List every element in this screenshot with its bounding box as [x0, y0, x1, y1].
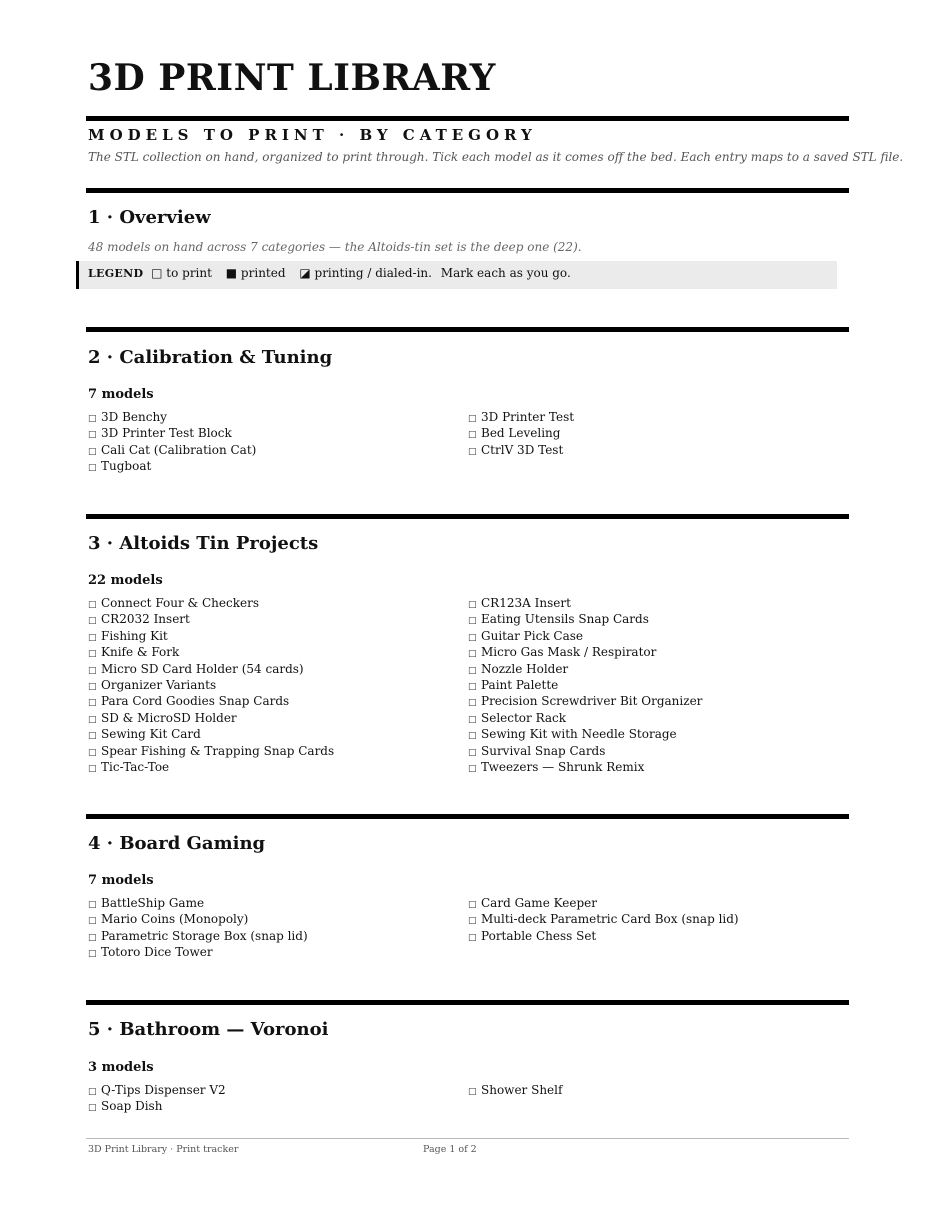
model-list-bathroom-right — [468, 1082, 838, 1098]
section-rule-board-gaming — [86, 814, 849, 819]
checkbox-icon[interactable]: □ — [468, 1087, 477, 1097]
checkbox-icon[interactable]: □ — [468, 714, 477, 725]
model-name: Tic-Tac-Toe — [101, 759, 170, 774]
model-item — [468, 425, 838, 441]
model-item — [88, 1082, 458, 1098]
checkbox-icon[interactable]: □ — [88, 932, 97, 943]
model-name: Q-Tips Dispenser V2 — [101, 1083, 226, 1097]
model-name: Tugboat — [101, 459, 152, 474]
section-heading-calibration: 2 · Calibration & Tuning — [88, 347, 333, 368]
model-name: Multi-deck Parametric Card Box (snap lid) — [481, 912, 739, 927]
model-list-altoids-left — [88, 595, 458, 775]
model-item — [468, 693, 838, 709]
model-name: 3D Benchy — [101, 410, 167, 424]
checkbox-icon[interactable]: □ — [88, 632, 97, 643]
checkbox-icon[interactable]: □ — [468, 600, 477, 610]
checkbox-icon[interactable]: □ — [468, 698, 477, 709]
model-name: Guitar Pick Case — [481, 628, 583, 643]
checkbox-icon[interactable]: □ — [88, 665, 97, 676]
model-name: Selector Rack — [481, 710, 567, 725]
model-name: Shower Shelf — [481, 1083, 563, 1097]
model-name: Para Cord Goodies Snap Cards — [101, 694, 290, 709]
model-name: Mario Coins (Monopoly) — [101, 912, 249, 927]
model-name: Cali Cat (Calibration Cat) — [101, 442, 257, 457]
model-item — [468, 743, 838, 759]
model-list-board-gaming-right — [468, 895, 838, 944]
model-name: Sewing Kit Card — [101, 727, 201, 742]
checkbox-icon[interactable]: □ — [468, 430, 477, 441]
checkbox-icon[interactable]: □ — [468, 414, 477, 424]
section-rule-overview — [86, 188, 849, 193]
model-item — [88, 1098, 458, 1114]
checkbox-icon[interactable]: □ — [88, 747, 97, 758]
model-name: Nozzle Holder — [481, 661, 569, 676]
checkbox-icon[interactable]: □ — [468, 446, 477, 457]
checkbox-icon[interactable]: □ — [468, 681, 477, 692]
model-list-calibration-left — [88, 409, 458, 475]
legend-printing: ◪ printing / dialed-in. — [299, 266, 432, 280]
checkbox-icon[interactable]: □ — [88, 763, 97, 774]
legend-label: LEGEND — [88, 267, 144, 280]
model-item — [88, 425, 458, 441]
document-intro: The STL collection on hand, organized to print through. Tick each model as it comes off the bed. Each entry maps to a saved STL file. — [88, 150, 904, 164]
section-rule-calibration — [86, 327, 849, 332]
model-item — [468, 628, 838, 644]
model-item — [88, 661, 458, 677]
model-name: Micro SD Card Holder (54 cards) — [101, 661, 304, 676]
model-item — [468, 442, 838, 458]
model-item — [88, 895, 458, 911]
model-list-altoids-right — [468, 595, 838, 775]
checkbox-icon[interactable]: □ — [88, 430, 97, 441]
model-name: CR123A Insert — [481, 596, 571, 610]
checkbox-icon[interactable]: □ — [88, 600, 97, 610]
footer-title: 3D Print Library · Print tracker — [88, 1144, 239, 1155]
checkbox-icon[interactable]: □ — [88, 949, 97, 960]
model-item — [468, 710, 838, 726]
footer-rule — [86, 1138, 849, 1139]
checkbox-icon[interactable]: □ — [88, 681, 97, 692]
checkbox-icon[interactable]: □ — [88, 900, 97, 910]
section-heading-altoids: 3 · Altoids Tin Projects — [88, 533, 319, 554]
model-item — [468, 911, 838, 927]
model-item — [88, 710, 458, 726]
model-name: CR2032 Insert — [101, 612, 190, 627]
page-number: Page 1 of 2 — [423, 1144, 477, 1155]
model-name: Fishing Kit — [101, 628, 168, 643]
checkbox-icon[interactable]: □ — [88, 616, 97, 627]
model-name: Survival Snap Cards — [481, 743, 606, 758]
model-name: Totoro Dice Tower — [101, 945, 213, 960]
document-subtitle: MODELS TO PRINT · BY CATEGORY — [88, 126, 537, 144]
checkbox-icon[interactable]: □ — [88, 698, 97, 709]
checkbox-icon[interactable]: □ — [88, 463, 97, 474]
checkbox-icon[interactable]: □ — [468, 916, 477, 927]
model-item — [468, 611, 838, 627]
section-heading-overview: 1 · Overview — [88, 207, 211, 228]
model-item — [468, 928, 838, 944]
checkbox-icon[interactable]: □ — [88, 731, 97, 742]
model-list-calibration-right — [468, 409, 838, 458]
model-name: CtrlV 3D Test — [481, 442, 564, 457]
model-item — [88, 628, 458, 644]
checkbox-icon[interactable]: □ — [88, 1103, 97, 1114]
section-heading-board-gaming: 4 · Board Gaming — [88, 833, 266, 854]
model-item — [468, 895, 838, 911]
section-count-bathroom: 3 models — [88, 1060, 154, 1075]
model-item — [88, 458, 458, 474]
model-name: Paint Palette — [481, 677, 559, 692]
checkbox-icon[interactable]: □ — [468, 616, 477, 627]
model-name: Eating Utensils Snap Cards — [481, 612, 649, 627]
model-name: 3D Printer Test Block — [101, 426, 232, 441]
checkbox-icon[interactable]: □ — [468, 731, 477, 742]
section-rule-bathroom — [86, 1000, 849, 1005]
checkbox-icon[interactable]: □ — [468, 665, 477, 676]
model-item — [468, 726, 838, 742]
model-item — [468, 661, 838, 677]
section-rule-altoids — [86, 514, 849, 519]
model-item — [88, 409, 458, 425]
model-item — [88, 928, 458, 944]
checkbox-icon[interactable]: □ — [88, 916, 97, 927]
model-name: Spear Fishing & Trapping Snap Cards — [101, 743, 335, 758]
checkbox-icon[interactable]: □ — [468, 649, 477, 660]
model-name: Micro Gas Mask / Respirator — [481, 645, 657, 660]
legend-printed: ■ printed — [225, 266, 286, 280]
model-name: Sewing Kit with Needle Storage — [481, 727, 677, 742]
model-name: Precision Screwdriver Bit Organizer — [481, 694, 703, 709]
model-name: Card Game Keeper — [481, 896, 597, 910]
model-name: Connect Four & Checkers — [101, 596, 259, 610]
model-item — [88, 743, 458, 759]
model-item — [88, 726, 458, 742]
checkbox-icon[interactable]: □ — [468, 747, 477, 758]
model-name: Tweezers — Shrunk Remix — [481, 759, 645, 774]
model-item — [88, 759, 458, 775]
title-rule — [86, 116, 849, 121]
legend-note: Mark each as you go. — [440, 266, 571, 280]
overview-summary: 48 models on hand across 7 categories — the Altoids-tin set is the deep one (22). — [88, 240, 582, 254]
model-item — [88, 611, 458, 627]
section-count-board-gaming: 7 models — [88, 873, 154, 888]
model-name: Knife & Fork — [101, 645, 180, 660]
legend-to-print: □ to print — [151, 266, 212, 280]
model-item — [88, 442, 458, 458]
model-name: Bed Leveling — [481, 426, 561, 441]
checkbox-icon[interactable]: □ — [468, 763, 477, 774]
model-name: BattleShip Game — [101, 896, 205, 910]
checkbox-icon[interactable]: □ — [468, 932, 477, 943]
model-item — [468, 1082, 838, 1098]
model-item — [88, 944, 458, 960]
model-list-board-gaming-left — [88, 895, 458, 961]
model-name: Soap Dish — [101, 1099, 163, 1114]
section-heading-bathroom: 5 · Bathroom — Voronoi — [88, 1019, 329, 1040]
model-name: 3D Printer Test — [481, 410, 575, 424]
checkbox-icon[interactable]: □ — [88, 414, 97, 424]
checkbox-icon[interactable]: □ — [468, 900, 477, 910]
model-item — [468, 644, 838, 660]
checkbox-icon[interactable]: □ — [88, 446, 97, 457]
model-item — [88, 644, 458, 660]
model-name: Parametric Storage Box (snap lid) — [101, 928, 308, 943]
checkbox-icon[interactable]: □ — [88, 1087, 97, 1097]
model-name: Organizer Variants — [101, 677, 217, 692]
section-count-calibration: 7 models — [88, 387, 154, 402]
model-item — [468, 759, 838, 775]
model-item — [468, 595, 838, 611]
legend-box — [76, 261, 837, 289]
checkbox-icon[interactable]: □ — [468, 632, 477, 643]
checkbox-icon[interactable]: □ — [88, 649, 97, 660]
model-name: SD & MicroSD Holder — [101, 710, 237, 725]
model-item — [88, 677, 458, 693]
model-list-bathroom-left — [88, 1082, 458, 1115]
model-item — [468, 677, 838, 693]
document-title: 3D PRINT LIBRARY — [88, 57, 496, 99]
model-item — [88, 693, 458, 709]
checkbox-icon[interactable]: □ — [88, 714, 97, 725]
model-name: Portable Chess Set — [481, 928, 597, 943]
model-item — [468, 409, 838, 425]
model-item — [88, 911, 458, 927]
model-item — [88, 595, 458, 611]
section-count-altoids: 22 models — [88, 573, 163, 588]
